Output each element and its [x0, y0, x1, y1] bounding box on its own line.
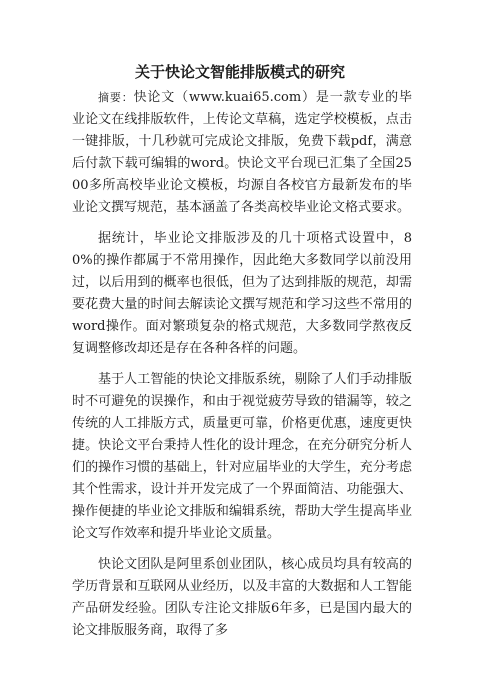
abstract-paragraph [72, 87, 412, 219]
document-body [72, 87, 412, 642]
body-paragraph-1: 据统计，毕业论文排版涉及的几十项格式设置中，80%的操作都属于不常用操作，因此绝大多数同学以前没用过，以后用到的概率也很低，但为了达到排版的规范，却需要花费大量的时间去解读论文撰写规范和学习这些不常用的word操作。面对繁琐复杂的格式规范，大多数同学熬夜反复调整修改却还是存在各种各样的问题。 [72, 231, 412, 356]
abstract-text: 快论文（www.kuai65.com）是一款专业的毕业论文在线排版软件，上传论文草稿，选定学校模板，点击一键排版，十几秒就可完成论文排版，免费下载pdf，满意后付款下载可编辑的word。快论文平台现已汇集了全国2500多所高校毕业论文模板，均源自各校官方最新发布的毕业论文撰写规范，基本涵盖了各类高校毕业论文格式要求。 [72, 90, 413, 215]
document-title: 关于快论文智能排版模式的研究 [134, 63, 345, 81]
body-paragraph-3: 快论文团队是阿里系创业团队，核心成员均具有较高的学历背景和互联网从业经历，以及丰富的大数据和人工智能产品研发经验。团队专注论文排版6年多，已是国内最大的论文排版服务商，取得了多 [72, 557, 412, 638]
body-paragraph-2: 基于人工智能的快论文排版系统，剔除了人们手动排版时不可避免的误操作，和由于视觉疲劳导致的错漏等，较之传统的人工排版方式，质量更可靠，价格更优惠，速度更快捷。快论文平台秉持人性化的设计理念，在充分研究分析人们的操作习惯的基础上，针对应届毕业的大学生，充分考虑其个性需求，设计并开发完成了一个界面简洁、功能强大、操作便捷的毕业论文排版和编辑系统，帮助大学生提高毕业论文写作效率和提升毕业论文质量。 [72, 372, 412, 541]
abstract-label: 摘要： [98, 91, 134, 104]
